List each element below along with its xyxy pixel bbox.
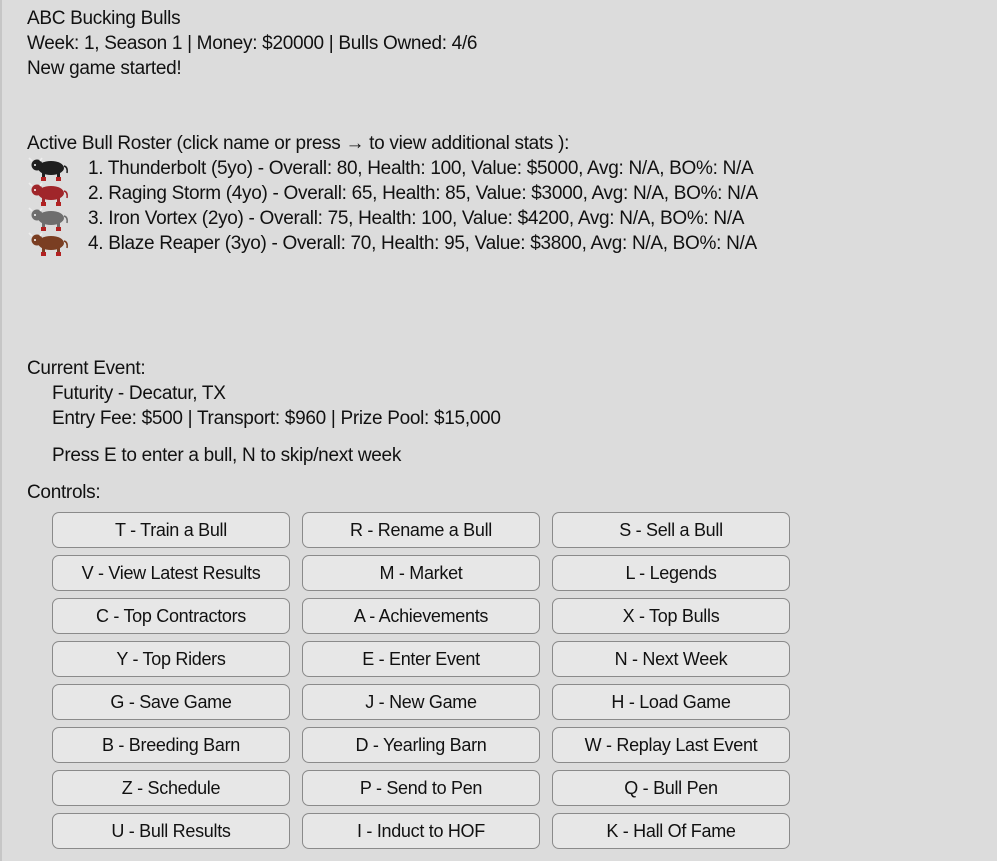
roster-row — [27, 206, 997, 231]
save-game-button[interactable]: G - Save Game — [52, 684, 290, 720]
roster-row — [27, 181, 997, 206]
status-line: Week: 1, Season 1 | Money: $20000 | Bulls Owned: 4/6 — [27, 33, 478, 54]
current-event-label: Current Event: — [27, 358, 146, 379]
bull-roster — [27, 156, 997, 256]
next-week-button[interactable]: N - Next Week — [552, 641, 790, 677]
sell-a-bull-button[interactable]: S - Sell a Bull — [552, 512, 790, 548]
top-contractors-button[interactable]: C - Top Contractors — [52, 598, 290, 634]
event-prompt: Press E to enter a bull, N to skip/next week — [52, 445, 402, 466]
left-border — [0, 0, 2, 861]
rename-a-bull-button[interactable]: R - Rename a Bull — [302, 512, 540, 548]
enter-event-button[interactable]: E - Enter Event — [302, 641, 540, 677]
event-fees: Entry Fee: $500 | Transport: $960 | Prize Pool: $15,000 — [52, 408, 501, 429]
bull-name-link[interactable]: 2. Raging Storm (4yo) - Overall: 65, Health: 85, Value: $3000, Avg: N/A, BO%: N/A — [88, 183, 758, 204]
message-line: New game started! — [27, 58, 182, 79]
bull-pen-button[interactable]: Q - Bull Pen — [552, 770, 790, 806]
market-button[interactable]: M - Market — [302, 555, 540, 591]
event-name: Futurity - Decatur, TX — [52, 383, 226, 404]
bull-results-button[interactable]: U - Bull Results — [52, 813, 290, 849]
controls-grid — [52, 512, 997, 849]
game-title: ABC Bucking Bulls — [27, 8, 181, 29]
roster-row — [27, 231, 997, 256]
new-game-button[interactable]: J - New Game — [302, 684, 540, 720]
roster-heading: Active Bull Roster (click name or press → to view additional stats ): — [27, 133, 570, 154]
train-a-bull-button[interactable]: T - Train a Bull — [52, 512, 290, 548]
game-screen — [27, 6, 997, 849]
top-bulls-button[interactable]: X - Top Bulls — [552, 598, 790, 634]
achievements-button[interactable]: A - Achievements — [302, 598, 540, 634]
legends-button[interactable]: L - Legends — [552, 555, 790, 591]
controls-label: Controls: — [27, 482, 101, 503]
bull-name-link[interactable]: 1. Thunderbolt (5yo) - Overall: 80, Health: 100, Value: $5000, Avg: N/A, BO%: N/A — [88, 158, 754, 179]
hall-of-fame-button[interactable]: K - Hall Of Fame — [552, 813, 790, 849]
schedule-button[interactable]: Z - Schedule — [52, 770, 290, 806]
send-to-pen-button[interactable]: P - Send to Pen — [302, 770, 540, 806]
bull-name-link[interactable]: 3. Iron Vortex (2yo) - Overall: 75, Health: 100, Value: $4200, Avg: N/A, BO%: N/A — [88, 208, 745, 229]
top-riders-button[interactable]: Y - Top Riders — [52, 641, 290, 677]
view-latest-results-button[interactable]: V - View Latest Results — [52, 555, 290, 591]
induct-to-hof-button[interactable]: I - Induct to HOF — [302, 813, 540, 849]
yearling-barn-button[interactable]: D - Yearling Barn — [302, 727, 540, 763]
breeding-barn-button[interactable]: B - Breeding Barn — [52, 727, 290, 763]
roster-row — [27, 156, 997, 181]
load-game-button[interactable]: H - Load Game — [552, 684, 790, 720]
replay-last-event-button[interactable]: W - Replay Last Event — [552, 727, 790, 763]
bull-name-link[interactable]: 4. Blaze Reaper (3yo) - Overall: 70, Health: 95, Value: $3800, Avg: N/A, BO%: N/A — [88, 233, 757, 254]
